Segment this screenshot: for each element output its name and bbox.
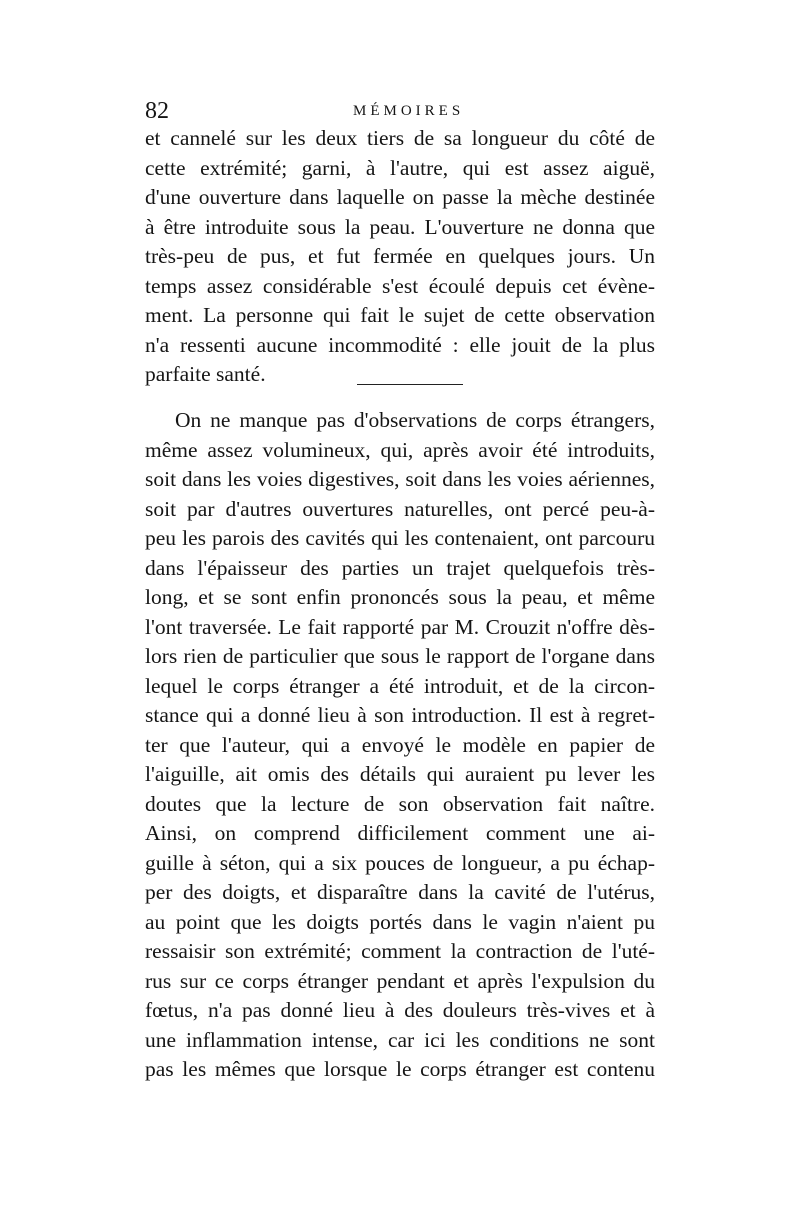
- text-line: ressaisir son extrémité; comment la contraction de l'uté-: [145, 939, 655, 963]
- text-line: à être introduite sous la peau. L'ouverture ne donna que: [145, 214, 655, 239]
- text-line: ter que l'auteur, qui a envoyé le modèle en papier de: [145, 732, 655, 757]
- text-line: fœtus, n'a pas donné lieu à des douleurs très-vives et à: [145, 998, 655, 1022]
- text-line: l'ont traversée. Le fait rapporté par M. Crouzit n'offre dès-: [145, 614, 655, 639]
- page-header: [145, 96, 655, 126]
- text-line: lequel le corps étranger a été introduit, et de la circon-: [145, 673, 655, 698]
- text-line: Ainsi, on comprend difficilement comment une ai-: [145, 821, 655, 845]
- text-line: cette extrémité; garni, à l'autre, qui est assez aiguë,: [145, 155, 655, 180]
- running-head: MÉMOIRES: [353, 103, 465, 119]
- text-line: l'aiguille, ait omis des détails qui auraient pu lever les: [145, 762, 655, 786]
- text-line: d'une ouverture dans laquelle on passe la mèche destinée: [145, 185, 655, 209]
- text-line: ment. La personne qui fait le sujet de cette observation: [145, 303, 655, 327]
- text-line: peu les parois des cavités qui les contenaient, ont parcouru: [145, 526, 655, 550]
- text-line: lors rien de particulier que sous le rapport de l'organe dans: [145, 644, 655, 668]
- text-line: parfaite santé.: [145, 362, 266, 386]
- text-line: au point que les doigts portés dans le vagin n'aient pu: [145, 909, 655, 934]
- paragraph-1: [145, 124, 655, 390]
- text-line: pas les mêmes que lorsque le corps étranger est contenu: [145, 1057, 655, 1081]
- text-line: guille à séton, qui a six pouces de longueur, a pu échap-: [145, 850, 655, 875]
- text-line: soit dans les voies digestives, soit dans les voies aériennes,: [145, 467, 655, 491]
- text-line: une inflammation intense, car ici les conditions ne sont: [145, 1027, 655, 1052]
- section-divider: [357, 384, 463, 385]
- text-line: long, et se sont enfin prononcés sous la peau, et même: [145, 585, 655, 609]
- paragraph-2: [145, 406, 655, 1085]
- page-number: 82: [145, 98, 169, 124]
- text-line: n'a ressenti aucune incommodité : elle jouit de la plus: [145, 332, 655, 357]
- text-line: temps assez considérable s'est écoulé depuis cet évène-: [145, 273, 655, 298]
- text-line: On ne manque pas d'observations de corps étrangers,: [175, 408, 655, 432]
- text-line: et cannelé sur les deux tiers de sa longueur du côté de: [145, 126, 655, 150]
- text-line: stance qui a donné lieu à son introduction. Il est à regret-: [145, 703, 655, 727]
- text-line: soit par d'autres ouvertures naturelles, ont percé peu-à-: [145, 496, 655, 521]
- text-line: rus sur ce corps étranger pendant et après l'expulsion du: [145, 968, 655, 993]
- text-line: dans l'épaisseur des parties un trajet quelquefois très-: [145, 555, 655, 580]
- text-line: per des doigts, et disparaître dans la cavité de l'utérus,: [145, 880, 655, 904]
- text-line: doutes que la lecture de son observation fait naître.: [145, 791, 655, 816]
- text-line: même assez volumineux, qui, après avoir été introduits,: [145, 437, 655, 462]
- text-line: très-peu de pus, et fut fermée en quelques jours. Un: [145, 244, 655, 268]
